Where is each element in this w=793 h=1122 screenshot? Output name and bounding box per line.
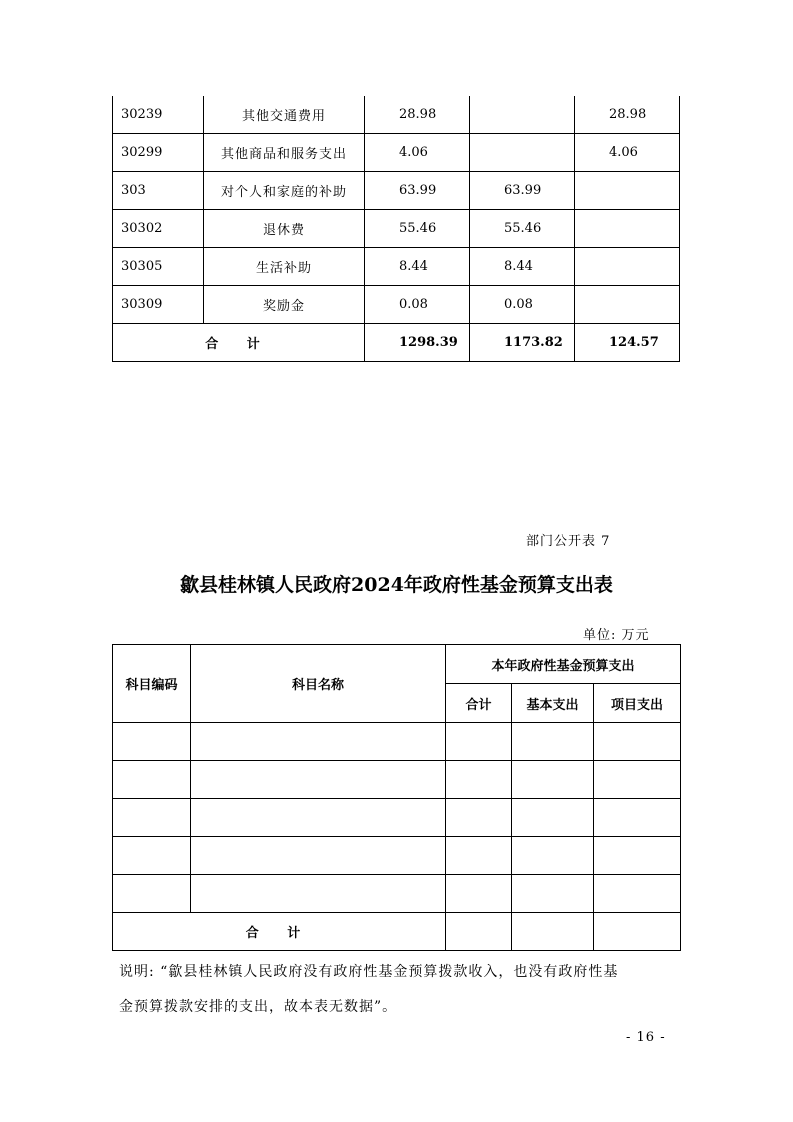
code-cell: 30309 — [113, 286, 204, 324]
header-row — [113, 645, 681, 684]
empty-cell — [512, 761, 594, 799]
total-cell: 8.44 — [365, 248, 470, 286]
total-row — [113, 913, 681, 951]
empty-cell — [191, 799, 446, 837]
empty-cell — [594, 875, 681, 913]
header-name: 科目名称 — [191, 645, 446, 723]
empty-cell — [191, 761, 446, 799]
empty-cell — [512, 913, 594, 951]
empty-cell — [446, 875, 512, 913]
header-group: 本年政府性基金预算支出 — [446, 645, 681, 684]
empty-cell — [113, 761, 191, 799]
table-row — [113, 172, 680, 210]
total-label: 合 计 — [113, 324, 365, 362]
name-cell: 其他商品和服务支出 — [204, 134, 365, 172]
basic-cell — [470, 134, 575, 172]
empty-cell — [113, 723, 191, 761]
empty-cell — [512, 837, 594, 875]
fund-budget-table — [112, 644, 681, 951]
total-cell: 0.08 — [365, 286, 470, 324]
empty-cell — [191, 875, 446, 913]
basic-cell — [470, 96, 575, 134]
total-sum-cell: 1298.39 — [365, 324, 470, 362]
project-cell: 28.98 — [575, 96, 680, 134]
code-cell: 30305 — [113, 248, 204, 286]
basic-cell: 63.99 — [470, 172, 575, 210]
note-line-1: 说明: “歙县桂林镇人民政府没有政府性基金预算拨款收入，也没有政府性基 — [119, 964, 619, 980]
project-cell — [575, 210, 680, 248]
empty-cell — [512, 723, 594, 761]
total-label: 合 计 — [113, 913, 446, 951]
header-code: 科目编码 — [113, 645, 191, 723]
table-row — [113, 134, 680, 172]
table-row — [113, 761, 681, 799]
code-cell: 30299 — [113, 134, 204, 172]
table-row — [113, 286, 680, 324]
note-line-2: 金预算拨款安排的支出，故本表无数据”。 — [119, 999, 398, 1015]
section-label: 部门公开表 7 — [526, 534, 611, 549]
name-cell: 其他交通费用 — [204, 96, 365, 134]
project-sum-cell: 124.57 — [575, 324, 680, 362]
project-cell: 4.06 — [575, 134, 680, 172]
project-cell — [575, 172, 680, 210]
project-cell — [575, 286, 680, 324]
empty-cell — [512, 875, 594, 913]
code-cell: 30239 — [113, 96, 204, 134]
empty-cell — [594, 761, 681, 799]
empty-cell — [446, 799, 512, 837]
name-cell: 生活补助 — [204, 248, 365, 286]
table-row — [113, 799, 681, 837]
basic-cell: 0.08 — [470, 286, 575, 324]
total-cell: 28.98 — [365, 96, 470, 134]
code-cell: 30302 — [113, 210, 204, 248]
empty-cell — [113, 875, 191, 913]
basic-cell: 8.44 — [470, 248, 575, 286]
table-row — [113, 723, 681, 761]
empty-cell — [594, 799, 681, 837]
empty-cell — [113, 837, 191, 875]
header-basic: 基本支出 — [512, 684, 594, 723]
total-cell: 55.46 — [365, 210, 470, 248]
page-title: 歙县桂林镇人民政府2024年政府性基金预算支出表 — [180, 574, 613, 596]
table-row — [113, 875, 681, 913]
table-row — [113, 248, 680, 286]
project-cell — [575, 248, 680, 286]
basic-sum-cell: 1173.82 — [470, 324, 575, 362]
empty-cell — [594, 913, 681, 951]
empty-cell — [594, 723, 681, 761]
expenditure-table-continuation — [112, 96, 680, 362]
empty-cell — [446, 761, 512, 799]
empty-cell — [113, 799, 191, 837]
basic-cell: 55.46 — [470, 210, 575, 248]
code-cell: 303 — [113, 172, 204, 210]
empty-cell — [446, 723, 512, 761]
empty-cell — [594, 837, 681, 875]
total-cell: 4.06 — [365, 134, 470, 172]
empty-cell — [512, 799, 594, 837]
table-row — [113, 210, 680, 248]
empty-cell — [191, 723, 446, 761]
total-cell: 63.99 — [365, 172, 470, 210]
name-cell: 对个人和家庭的补助 — [204, 172, 365, 210]
header-project: 项目支出 — [594, 684, 681, 723]
total-row — [113, 324, 680, 362]
empty-cell — [191, 837, 446, 875]
empty-cell — [446, 837, 512, 875]
table-row — [113, 96, 680, 134]
unit-label: 单位: 万元 — [583, 628, 650, 643]
empty-cell — [446, 913, 512, 951]
name-cell: 奖励金 — [204, 286, 365, 324]
page-number: - 16 - — [626, 1030, 666, 1045]
header-total: 合计 — [446, 684, 512, 723]
name-cell: 退休费 — [204, 210, 365, 248]
table-row — [113, 837, 681, 875]
